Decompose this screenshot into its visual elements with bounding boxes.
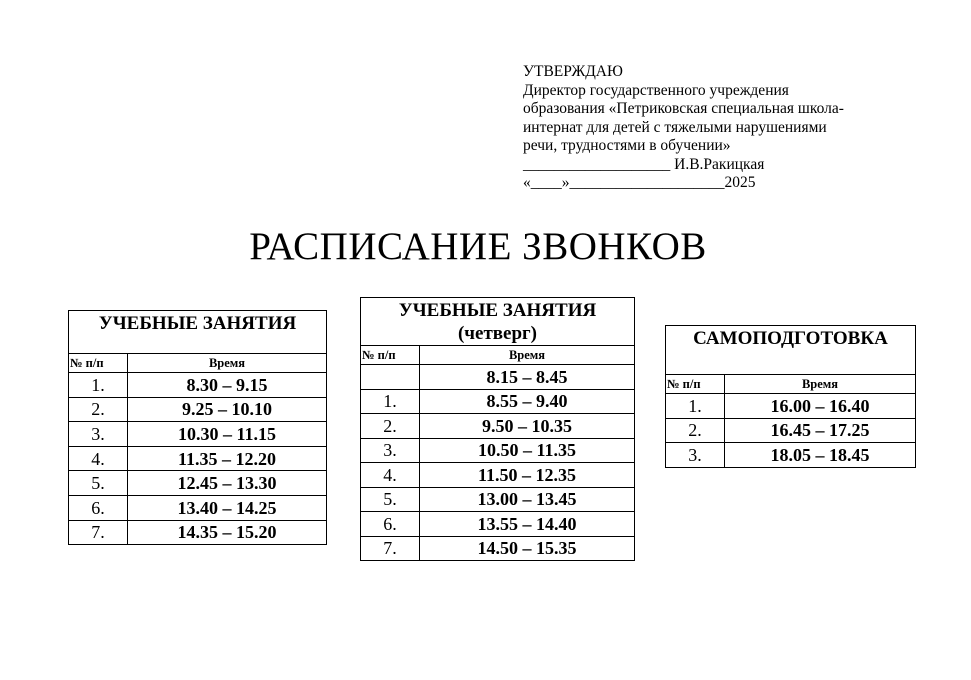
self-study-table bbox=[665, 325, 916, 468]
table-row bbox=[69, 471, 327, 496]
row-number: 2. bbox=[69, 397, 128, 422]
row-time: 16.00 – 16.40 bbox=[725, 394, 916, 419]
row-number: 1. bbox=[666, 394, 725, 419]
row-time: 13.55 – 14.40 bbox=[420, 512, 635, 537]
row-number: 2. bbox=[666, 418, 725, 443]
approval-institution-3: речи, трудностями в обучении» bbox=[523, 137, 731, 154]
table-row bbox=[666, 443, 916, 468]
row-time: 14.35 – 15.20 bbox=[128, 520, 327, 545]
row-time: 18.05 – 18.45 bbox=[725, 443, 916, 468]
table-row bbox=[361, 463, 635, 488]
table-header: УЧЕБНЫЕ ЗАНЯТИЯ bbox=[69, 311, 327, 354]
lessons-table bbox=[68, 310, 327, 545]
table-row bbox=[69, 495, 327, 520]
row-time: 9.50 – 10.35 bbox=[420, 414, 635, 439]
row-time: 16.45 – 17.25 bbox=[725, 418, 916, 443]
table-row bbox=[666, 418, 916, 443]
approval-position: Директор государственного учреждения bbox=[523, 81, 789, 99]
row-time: 12.45 – 13.30 bbox=[128, 471, 327, 496]
row-number bbox=[361, 365, 420, 390]
column-header-number: № п/п bbox=[361, 346, 420, 365]
approval-institution-2: интернат для детей с тяжелыми нарушениями bbox=[523, 118, 827, 136]
row-time: 14.50 – 15.35 bbox=[420, 536, 635, 561]
row-time: 10.30 – 11.15 bbox=[128, 422, 327, 447]
row-number: 3. bbox=[666, 443, 725, 468]
row-time: 9.25 – 10.10 bbox=[128, 397, 327, 422]
table-row bbox=[361, 389, 635, 414]
column-header-time: Время bbox=[420, 346, 635, 365]
row-number: 1. bbox=[69, 373, 128, 398]
row-time: 8.15 – 8.45 bbox=[420, 365, 635, 390]
table-header-line2: (четверг) bbox=[457, 322, 538, 344]
column-header-number: № п/п bbox=[666, 375, 725, 394]
table-row bbox=[361, 487, 635, 512]
row-time: 8.30 – 9.15 bbox=[128, 373, 327, 398]
row-number: 1. bbox=[361, 389, 420, 414]
thursday-lessons-table bbox=[360, 297, 635, 561]
table-row bbox=[69, 520, 327, 545]
row-number: 7. bbox=[69, 520, 128, 545]
row-time: 8.55 – 9.40 bbox=[420, 389, 635, 414]
table-row bbox=[361, 536, 635, 561]
table-row bbox=[361, 512, 635, 537]
row-number: 3. bbox=[361, 438, 420, 463]
row-number: 5. bbox=[69, 471, 128, 496]
row-time: 11.50 – 12.35 bbox=[420, 463, 635, 488]
table-row bbox=[361, 438, 635, 463]
row-number: 4. bbox=[69, 446, 128, 471]
row-time: 13.00 – 13.45 bbox=[420, 487, 635, 512]
row-number: 6. bbox=[361, 512, 420, 537]
table-row bbox=[69, 422, 327, 447]
table-row bbox=[69, 397, 327, 422]
row-number: 2. bbox=[361, 414, 420, 439]
table-header-line1: УЧЕБНЫЕ ЗАНЯТИЯ bbox=[398, 299, 597, 321]
row-number: 4. bbox=[361, 463, 420, 488]
column-header-number: № п/п bbox=[69, 354, 128, 373]
column-header-time: Время bbox=[128, 354, 327, 373]
table-header bbox=[361, 298, 635, 346]
table-row bbox=[361, 365, 635, 390]
row-time: 11.35 – 12.20 bbox=[128, 446, 327, 471]
approval-date: «____»____________________2025 bbox=[523, 174, 756, 191]
column-header-time: Время bbox=[725, 375, 916, 394]
row-time: 10.50 – 11.35 bbox=[420, 438, 635, 463]
table-row bbox=[69, 373, 327, 398]
row-time: 13.40 – 14.25 bbox=[128, 495, 327, 520]
approval-institution-1: образования «Петриковская специальная школа- bbox=[523, 100, 844, 117]
approval-signature: ___________________ И.В.Ракицкая bbox=[523, 155, 765, 173]
row-number: 3. bbox=[69, 422, 128, 447]
row-number: 5. bbox=[361, 487, 420, 512]
page-title: РАСПИСАНИЕ ЗВОНКОВ bbox=[249, 225, 707, 268]
table-row bbox=[361, 414, 635, 439]
table-header: САМОПОДГОТОВКА bbox=[666, 326, 916, 375]
table-row bbox=[666, 394, 916, 419]
row-number: 7. bbox=[361, 536, 420, 561]
table-row bbox=[69, 446, 327, 471]
row-number: 6. bbox=[69, 495, 128, 520]
approval-heading: УТВЕРЖДАЮ bbox=[523, 63, 623, 80]
approval-block bbox=[523, 63, 923, 193]
